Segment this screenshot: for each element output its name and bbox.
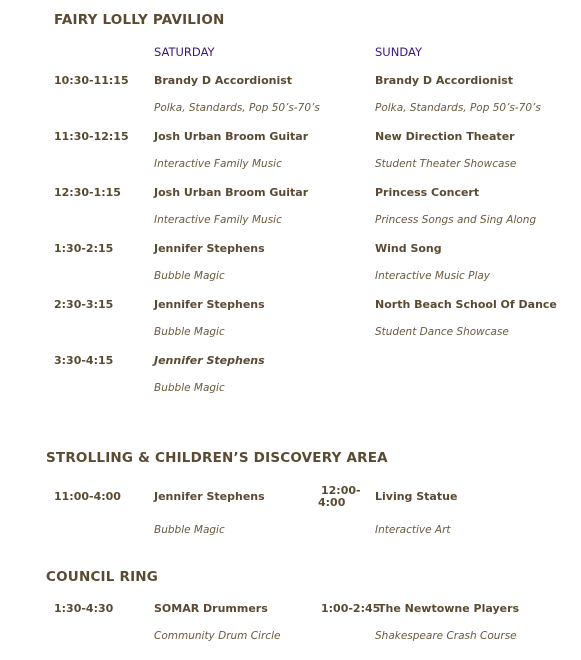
schedule-time: 3:30-4:15	[54, 354, 114, 367]
saturday-act-description: Bubble Magic	[154, 326, 225, 338]
schedule-time: 1:30-4:30	[54, 602, 114, 615]
day-header-saturday: SATURDAY	[154, 45, 215, 59]
council-act-right: The Newtowne Players	[378, 602, 520, 615]
saturday-act-description: Interactive Family Music	[154, 214, 282, 226]
section-title-council-ring: COUNCIL RING	[46, 569, 159, 585]
sunday-act: New Direction Theater	[375, 130, 515, 143]
saturday-act-description: Bubble Magic	[154, 270, 225, 282]
schedule-time-line-2: 4:00	[318, 496, 346, 509]
schedule-time: 10:30-11:15	[54, 74, 129, 87]
saturday-act: Jennifer Stephens	[154, 354, 265, 367]
saturday-act-description: Interactive Family Music	[154, 158, 282, 170]
day-header-sunday: SUNDAY	[375, 45, 422, 59]
sunday-act-description: Student Dance Showcase	[375, 326, 509, 338]
sunday-act-description: Princess Songs and Sing Along	[375, 214, 537, 226]
sunday-act: North Beach School Of Dance	[375, 298, 557, 311]
sunday-act-description: Student Theater Showcase	[375, 158, 517, 170]
saturday-act: Brandy D Accordionist	[154, 74, 293, 87]
saturday-act: Jennifer Stephens	[154, 298, 265, 311]
section-title-strolling-discovery-area: STROLLING & CHILDREN’S DISCOVERY AREA	[46, 450, 388, 466]
sunday-act-description: Polka, Standards, Pop 50’s-70’s	[375, 102, 541, 114]
council-act-left-description: Community Drum Circle	[154, 630, 281, 642]
saturday-act-description: Polka, Standards, Pop 50’s-70’s	[154, 102, 320, 114]
saturday-act-description: Bubble Magic	[154, 382, 225, 394]
strolling-act-left: Jennifer Stephens	[154, 490, 265, 503]
strolling-act-left-description: Bubble Magic	[154, 524, 225, 536]
council-act-left: SOMAR Drummers	[154, 602, 268, 615]
schedule-time: 11:30-12:15	[54, 130, 129, 143]
schedule-time: 11:00-4:00	[54, 490, 121, 503]
saturday-act: Jennifer Stephens	[154, 242, 265, 255]
schedule-time-line-1: 12:00-	[321, 484, 361, 497]
schedule-time: 1:30-2:15	[54, 242, 114, 255]
saturday-act: Josh Urban Broom Guitar	[154, 186, 309, 199]
sunday-act: Wind Song	[375, 242, 442, 255]
schedule-time: 1:00-2:45	[321, 602, 381, 615]
sunday-act: Brandy D Accordionist	[375, 74, 514, 87]
schedule-time: 12:30-1:15	[54, 186, 121, 199]
saturday-act: Josh Urban Broom Guitar	[154, 130, 309, 143]
schedule-time: 2:30-3:15	[54, 298, 114, 311]
strolling-act-right-description: Interactive Art	[375, 524, 451, 536]
strolling-act-right: Living Statue	[375, 490, 458, 503]
council-act-right-description: Shakespeare Crash Course	[375, 630, 517, 642]
sunday-act: Princess Concert	[375, 186, 480, 199]
sunday-act-description: Interactive Music Play	[375, 270, 491, 282]
section-title-fairy-lolly-pavilion: FAIRY LOLLY PAVILION	[54, 12, 225, 28]
